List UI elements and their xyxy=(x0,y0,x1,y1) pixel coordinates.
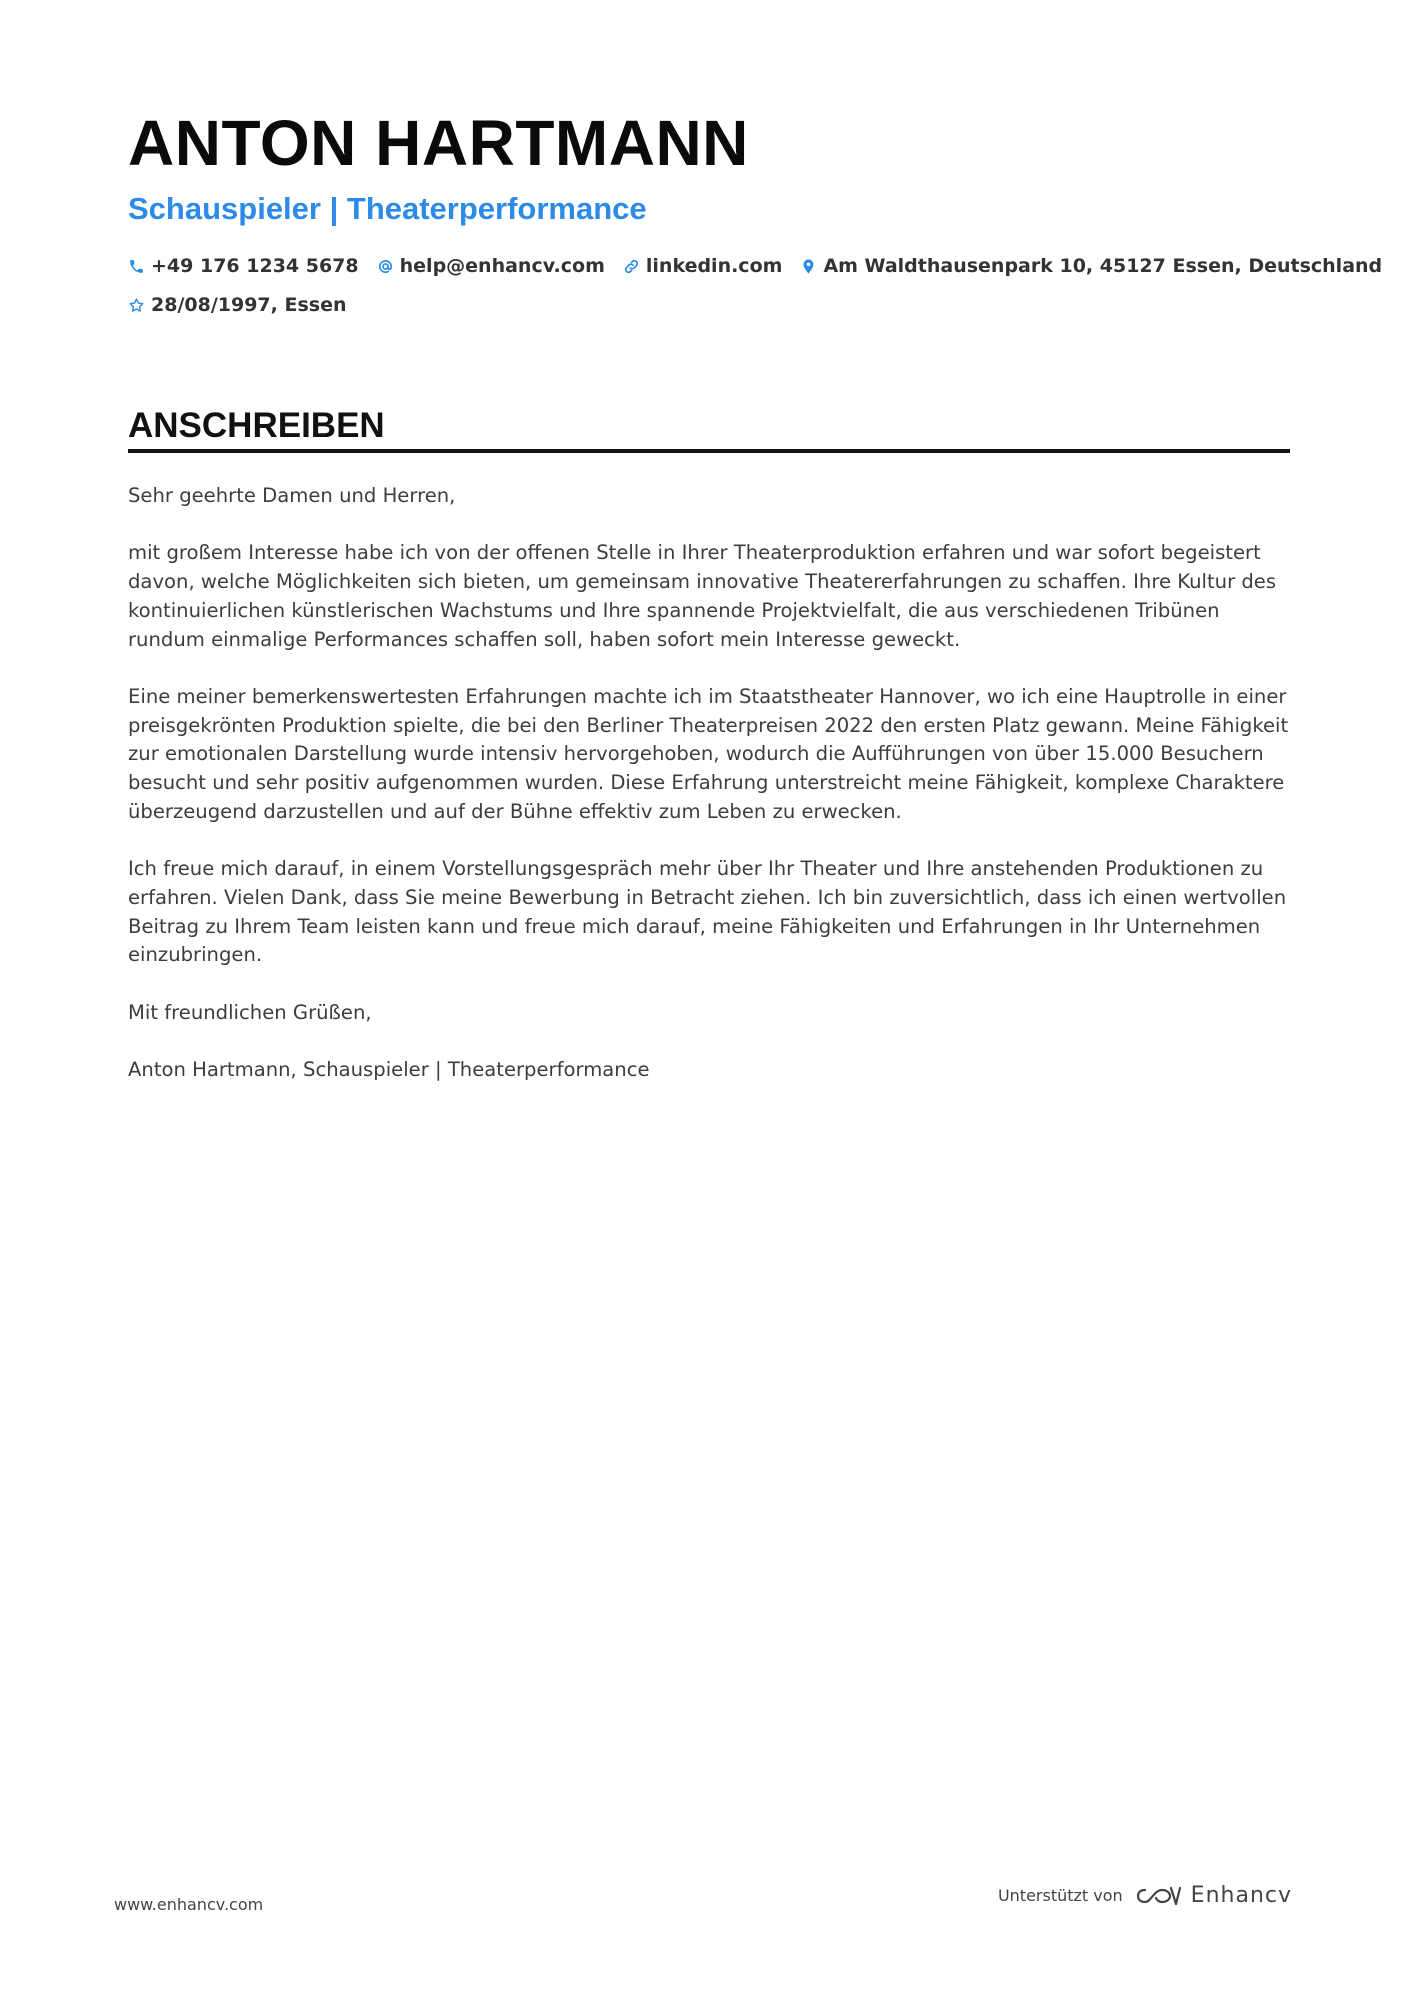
contact-row xyxy=(128,255,1400,277)
birth-text: 28/08/1997, Essen xyxy=(151,294,347,316)
powered-by-label: Unterstützt von xyxy=(997,1886,1123,1905)
contact-row-2 xyxy=(128,294,364,316)
letter-paragraph-1: mit großem Interesse habe ich von der offenen Stelle in Ihrer Theaterproduktion erfahren und war sofort begeistert davon, welche Möglichkeiten sich bieten, um gemeinsam innovative Theatererfahrungen zu schaffen. Ihre Kultur des kontinuierlichen künstlerischen Wachstums und Ihre spannende Projektvielfalt, die aus verschiedenen Tribünen rundum einmalige Performances schaffen soll, haben sofort mein Interesse geweckt. xyxy=(128,541,1277,651)
letter-closing: Mit freundlichen Grüßen, xyxy=(128,1000,372,1024)
phone-icon xyxy=(128,258,145,275)
contact-phone[interactable] xyxy=(128,255,359,277)
candidate-name: ANTON HARTMANN xyxy=(128,107,749,179)
enhancv-logo xyxy=(1135,1883,1292,1908)
candidate-title: Schauspieler | Theaterperformance xyxy=(128,191,647,226)
section-divider xyxy=(128,449,1290,453)
location-pin-icon xyxy=(800,258,817,275)
linkedin-text: linkedin.com xyxy=(645,255,783,277)
at-icon xyxy=(377,258,394,275)
enhancv-logo-icon xyxy=(1135,1884,1181,1908)
letter-paragraph-3: Ich freue mich darauf, in einem Vorstellungsgespräch mehr über Ihr Theater und Ihre anstehenden Produktionen zu erfahren. Vielen Dank, dass Sie meine Bewerbung in Betracht ziehen. Ich bin zuversichtlich, dass ich einen wertvollen Beitrag zu Ihrem Team leisten kann und freue mich darauf, meine Fähigkeiten und Erfahrungen in Ihr Unternehmen einzubringen. xyxy=(128,857,1287,967)
footer-url[interactable]: www.enhancv.com xyxy=(114,1895,264,1914)
brand-name: Enhancv xyxy=(1190,1883,1292,1908)
contact-address xyxy=(800,255,1382,277)
powered-by[interactable] xyxy=(998,1883,1292,1908)
letter-signature: Anton Hartmann, Schauspieler | Theaterperformance xyxy=(128,1057,650,1081)
address-text: Am Waldthausenpark 10, 45127 Essen, Deutschland xyxy=(823,255,1383,277)
section-title: ANSCHREIBEN xyxy=(128,406,385,445)
phone-text: +49 176 1234 5678 xyxy=(151,255,359,277)
link-icon xyxy=(623,258,640,275)
letter-body xyxy=(128,482,1290,1113)
contact-birth xyxy=(128,294,346,316)
contact-email[interactable] xyxy=(377,255,605,277)
letter-paragraph-2: Eine meiner bemerkenswertesten Erfahrungen machte ich im Staatstheater Hannover, wo ich eine Hauptrolle in einer preisgekrönten Produktion spielte, die bei den Berliner Theaterpreisen 2022 den ersten Platz gewann. Meine Fähigkeit zur emotionalen Darstellung wurde intensiv hervorgehoben, wodurch die Aufführungen von über 15.000 Besuchern besucht und sehr positiv aufgenommen wurden. Diese Erfahrung unterstreicht meine Fähigkeit, komplexe Charaktere überzeugend darzustellen und auf der Bühne effektiv zum Leben zu erwecken. xyxy=(128,684,1289,823)
star-icon xyxy=(128,297,145,314)
email-text: help@enhancv.com xyxy=(399,255,605,277)
letter-salutation: Sehr geehrte Damen und Herren, xyxy=(128,484,456,507)
contact-linkedin[interactable] xyxy=(623,255,783,277)
